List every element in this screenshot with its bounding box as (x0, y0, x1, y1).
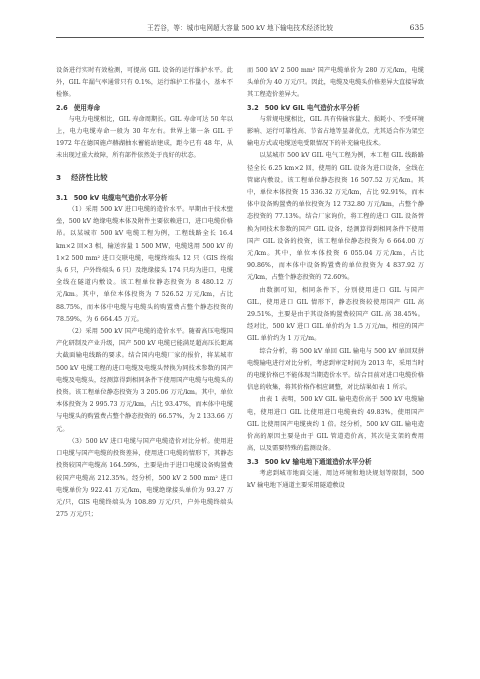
paragraph-gil-price-difference: 由数据可知，相同条件下，分别使用进口 GIL 与国产 GIL，使用进口 GIL 情形下，静态投资较使用国产 GIL 高 29.51%，主要是由于其设备购置费较国产 GIL 高 38.45%。经对比，500 kV 进口 GIL 单价约为 1.5 万元/m，相应的国产 GIL 单价约为 1 万元/m。 (247, 286, 424, 343)
paragraph-table-1-findings: 由表 1 表明，500 kV GIL 输电造价高于 500 kV 电缆输电，使用进口 GIL 比使用进口电缆贵约 49.83%，使用国产 GIL 比使用国产电缆贵约 1 倍。经分析，500 kV GIL 输电造价高的原因主要是由于 GIL 管道造价高，其次是支架的费用高，以及需要特殊的监测设备。 (247, 396, 424, 453)
paragraph-cable-cost-comparison: （3）500 kV 进口电缆与国产电缆造价对比分析。使用进口电缆与国产电缆的投资差异，使用进口电缆的情形下，其静态投资较国产电缆高 164.59%，主要是由于进口电缆设备购置费较国产电缆高 212.35%。经分析，500 kV 2 500 mm² 进口电缆单价为 922.41 万元/km，电缆绝缘接头单价为 93.27 万元/只，GIS 电缆终端头为 108.89 万元/只，户外电缆终端头 275 万元/只； (56, 437, 233, 519)
section-title: 经济性比较 (71, 172, 108, 182)
paragraph-gil-project-example: 以某城市 500 kV GIL 电气工程为例，本工程 GIL 线路路径全长 6.25 km×2 回，使用的 GIL 设备为进口设备，全线在管廊内敷设。该工程单位静态投资 16 507.52 万元/km。其中，单位本体投资 15 336.32 万元/km，占比 92.91%，而本体中设备购置费的单位投资为 12 732.80 万元/km，占整个静态投资的 77.13%。结合厂家询价，将工程的进口 GIL 设备替换为同技术参数的国产 GIL 设备，经测算得到相同条件下使用国产 GIL 设备的投资，该工程单位静态投资为 6 664.00 万元/km。其中，单位本体投资 6 055.04 万元/km，占比 90.86%，而本体中设备购置费的单位投资为 4 837.92 万元/km，占整个静态投资的 72.60%。 (247, 152, 424, 282)
section-title: 500 kV 输电地下通道造价水平分析 (264, 457, 372, 466)
section-number: 2.6 (56, 103, 68, 112)
paragraph-service-life: 与电力电缆相比，GIL 寿命周期长。GIL 寿命可达 50 年以上，电力电缆寿命一般为 30 年左右。世界上第一条 GIL 于 1972 年在德国施卢赫湖抽水蓄能站建成，距今已有 48 年，从未出现过重大故障，所有部件依然处于良好的状态。 (56, 115, 233, 160)
paragraph-tunnel-cost: 考虑到城市地面交通、周边环境和地块规划等限制，500 kV 输电地下通道主要采用隧道敷设 (247, 469, 424, 489)
left-column (56, 65, 233, 521)
section-title: 使用寿命 (73, 103, 101, 112)
running-header (56, 23, 424, 38)
right-column (247, 65, 424, 492)
paragraph-imported-cable-cost: （1）采用 500 kV 进口电缆的造价水平。早期由于技术壁垒，500 kV 绝缘电缆本体及附件主要依赖进口，进口电缆价格昂。以某城市 500 kV 电缆工程为例，工程线路全长 16.4 km×2 回×3 相，输送容量 1 500 MW，电缆选用 500 kV 的 1×2 500 mm² 进口交联电缆，电缆终端头 12 只（GIS 终端头 6 只，户外终端头 6 只）及绝缘接头 174 只均为进口，电缆全线在隧道内敷设。该工程单位静态投资为 8 480.12 万元/km。其中，单位本体投资为 7 526.52 万元/km，占比 88.75%，而本体中电缆与电缆头的购置费占整个静态投资的 78.59%，为 6 664.45 万元。 (56, 206, 233, 323)
section-title: 500 kV 电缆电气造价水平分析 (73, 193, 168, 202)
section-number: 3.2 (247, 103, 259, 112)
section-3-2-heading (247, 102, 424, 114)
section-3-heading (56, 172, 233, 184)
paragraph-cable-cost-continued: 而 500 kV 2 500 mm² 国产电缆单价为 280 万元/km，电缆头单价为 40 万元/只。因此，电缆及电缆头价格差异大直接导致其工程造价差异大。 (247, 67, 424, 99)
section-number: 3.1 (56, 193, 68, 202)
paragraph-maintenance-continued: 设备进行实时有效检测，可提高 GIL 设备的运行维护水平。此外，GIL 年漏气率通常只有 0.1%，运行维护工作量小，基本不检修。 (56, 67, 233, 99)
paragraph-domestic-cable-cost: （2）采用 500 kV 国产电缆的造价水平。随着高压电缆国产化研制及产业升级，国产 500 kV 电缆已能满足超高压长距离大截面输电线路的要求。结合国内电缆厂家的报价，将某城市 500 kV 电缆工程的进口电缆及电缆头替换为同技术参数的国产电缆及电缆头，经测算得到相同条件下使用国产电缆与电缆头的投资。该工程单位静态投资为 3 205.06 万元/km。其中，单位本体投资为 2 995.73 万元/km，占比 93.47%，而本体中电缆与电缆头的购置费占整个静态投资的 66.57%，为 2 133.66 万元。 (56, 328, 233, 433)
running-title: 王若谷，等：城市电网超大容量 500 kV 地下输电技术经济比较 (147, 24, 333, 32)
section-3-3-heading (247, 456, 424, 468)
section-2-6-heading (56, 102, 233, 114)
section-number: 3 (56, 172, 62, 182)
paragraph-gil-cable-comparison: 综合分析，将 500 kV 单回 GIL 输电与 500 kV 单回双拼电缆输电进行对比分析，考虑到审定时间为 2013 年，采用当时的电缆价格已不能体现当期造价水平。结合目前对进口电缆价格信息的收集，将其价格作相应调整，对比结果如表 1 所示。 (247, 347, 424, 392)
section-number: 3.3 (247, 457, 259, 466)
section-title: 500 kV GIL 电气造价水平分析 (264, 103, 360, 112)
paragraph-gil-advantages: 与常规电缆相比，GIL 具有传输容量大、损耗小、不受环境影响、运行可靠性高、节省占地等显著优点，尤其适合作为架空输电方式或电缆送电受限情况下的补充输电技术。 (247, 115, 424, 148)
section-3-1-heading (56, 192, 233, 204)
page-number: 635 (409, 23, 424, 32)
